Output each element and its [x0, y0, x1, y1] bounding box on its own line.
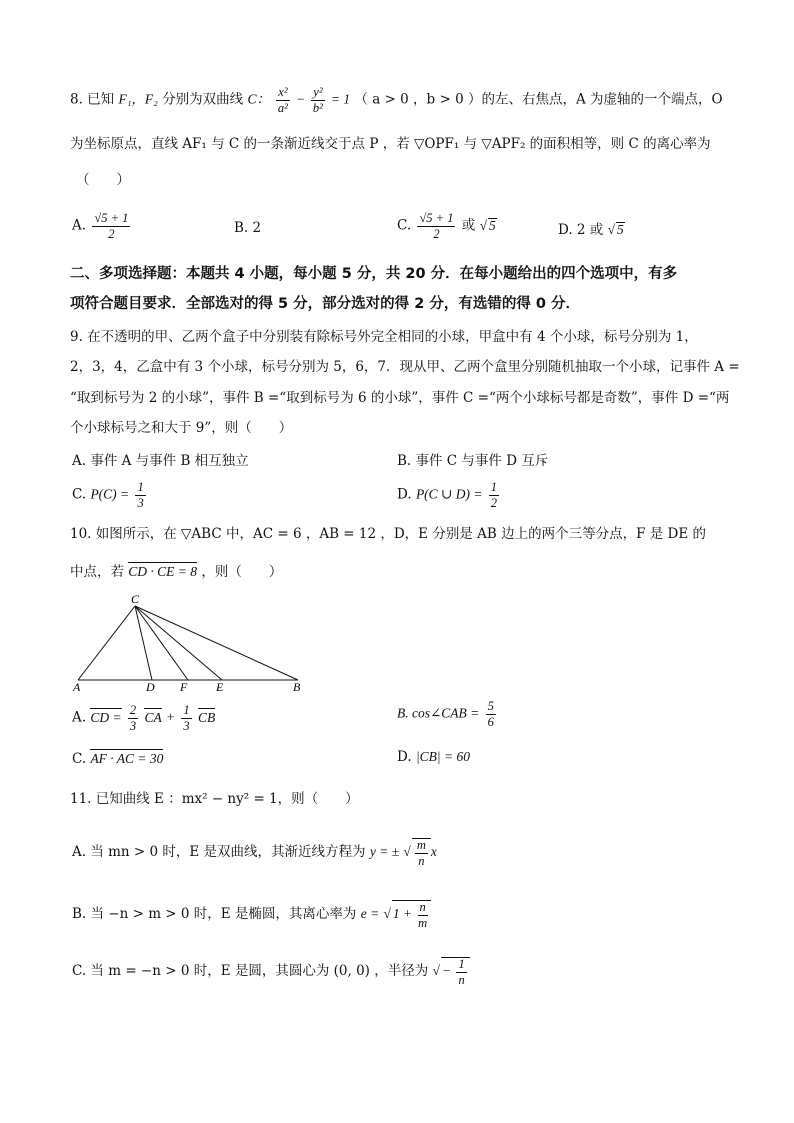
q9-line1: 9. 在不透明的甲、乙两个盒子中分别装有除标号外完全相同的小球，甲盒中有 4 个小球，标号分别为 1，	[70, 329, 698, 345]
q10-line2	[70, 565, 282, 580]
q9-option-d	[397, 481, 501, 509]
q10-d-label: D.	[397, 749, 412, 765]
q8-option-b: B. 2	[234, 220, 262, 236]
q8-option-d	[558, 222, 625, 238]
q8-c-sqrt: √ 5	[479, 217, 496, 233]
q11-b-text: B. 当 −n > m > 0 时，E 是椭圆，其离心率为	[72, 906, 357, 923]
q9-d-frac: $\frac{1}{2}$	[490, 480, 498, 510]
q11-c-sqrt: √ − $\frac{1}{n}$	[433, 963, 470, 978]
q8-frac-x: $\frac{\text{x²}}{\text{a²}}$	[277, 85, 288, 115]
q8-line2: 为坐标原点，直线 AF₁ 与 C 的一条渐近线交于点 P ，若 ▽OPF₁ 与 ▽APF₂ 的面积相等，则 C 的离心率为	[70, 136, 711, 152]
label-d: D	[146, 680, 155, 692]
q8-prefix: 8. 已知	[70, 91, 115, 108]
section2-heading-line2: 项符合题目要求．全部选对的得 5 分，部分选对的得 2 分，有选错的得 0 分．	[70, 296, 581, 312]
q10-a-plus: +	[166, 709, 176, 725]
q10-c-expr: AF · AC = 30	[90, 751, 164, 766]
q8-c-or: 或	[461, 217, 476, 234]
q8-line1	[70, 86, 723, 114]
q8-d-text: D. 2 或	[558, 222, 604, 238]
q10-line1: 10. 如图所示，在 ▽ABC 中，AC = 6 ，AB = 12 ，D，E 分别是 AB 边上的两个三等分点，F 是 DE 的	[70, 526, 707, 542]
q8-c-frac: $\frac{√5 + 1}{2}$	[419, 211, 454, 241]
q9-d-expr: P(C ∪ D) =	[415, 486, 483, 502]
q10-option-c	[72, 752, 163, 767]
label-c: C	[131, 592, 140, 606]
q8-a-label: A.	[72, 217, 87, 234]
q8-eq1: = 1	[330, 91, 351, 107]
q8-minus: −	[295, 91, 305, 107]
q9-c-expr: P(C) =	[90, 486, 130, 502]
q9-line3: “取到标号为 2 的小球”，事件 B =“取到标号为 6 的小球”，事件 C =“两个小球标号都是奇数”，事件 D =“两	[70, 390, 730, 406]
q9-c-frac: $\frac{1}{3}$	[137, 480, 144, 510]
q9-option-c	[72, 481, 148, 509]
q11-option-a	[72, 838, 437, 867]
q10-a-label: A.	[72, 709, 87, 726]
q11-a-expr: y = ±	[369, 844, 400, 860]
q9-c-label: C.	[72, 486, 87, 503]
q10-a-ca: CA	[144, 709, 162, 725]
q11-a-sqrt: √ $\frac{m}{n}$ x	[403, 838, 437, 868]
q10-b-frac: $\frac{5}{6}$	[487, 699, 494, 729]
q9-option-a: A. 事件 A 与事件 B 相互独立	[72, 453, 249, 469]
q10-a-cb: CB	[197, 709, 216, 725]
q8-frac-y: $\frac{\text{y²}}{\text{b²}}$	[312, 85, 323, 115]
label-f: F	[180, 680, 188, 692]
q8-a-frac: $\frac{√5 + 1}{2}$	[94, 211, 129, 241]
q11-option-b	[72, 900, 431, 929]
q10-a-frac2: $\frac{1}{3}$	[183, 703, 190, 733]
q9-option-b: B. 事件 C 与事件 D 互斥	[397, 453, 549, 469]
q10-c-label: C.	[72, 751, 87, 767]
q11-b-expr: e =	[360, 906, 380, 922]
q10-option-a	[72, 704, 215, 732]
section2-heading-line1: 二、多项选择题：本题共 4 小题，每小题 5 分，共 20 分．在每小题给出的四个选项中，有多	[70, 266, 678, 282]
q10-b-text: B. cos∠CAB =	[397, 705, 480, 721]
triangle-figure	[70, 592, 310, 692]
q8-c: C：	[247, 91, 270, 107]
q8-d-sqrt: √ 5	[607, 222, 624, 237]
q11-a-text: A. 当 mn > 0 时，E 是双曲线，其渐近线方程为	[72, 844, 366, 861]
segment-ca	[78, 606, 135, 680]
q8-mid: 分别为双曲线	[162, 91, 244, 108]
q10-option-d	[397, 750, 470, 765]
q8-c-label: C.	[397, 217, 412, 234]
q8-condition: （ a > 0 ，b > 0 ）的左、右焦点，A 为虚轴的一个端点，O	[354, 91, 723, 108]
q10-a-frac1: $\frac{2}{3}$	[129, 703, 137, 733]
segment-ce	[135, 606, 222, 680]
label-a: A	[73, 680, 81, 692]
q10-line2-expr: CD · CE = 8	[128, 564, 198, 579]
q11-c-text: C. 当 m = −n > 0 时，E 是圆，其圆心为 (0, 0) ，半径为	[72, 963, 429, 980]
q10-line2-prefix: 中点，若	[70, 564, 124, 580]
q9-line4: 个小球标号之和大于 9”，则（ ）	[70, 420, 293, 436]
q10-line2-suffix: ，则（ ）	[201, 564, 283, 580]
q8-option-a	[72, 212, 132, 240]
q8-line3: （ ）	[76, 172, 130, 188]
q9-line2: 2，3，4，乙盒中有 3 个小球，标号分别为 5，6，7．现从甲、乙两个盒里分别随机抽取一个小球，记事件 A =	[70, 359, 740, 375]
q8-option-c	[397, 212, 497, 240]
q9-d-label: D.	[397, 486, 412, 503]
q10-d-expr: |CB| = 60	[415, 749, 470, 764]
label-b: B	[293, 680, 301, 692]
q11-line1: 11. 已知曲线 E ：mx² − ny² = 1，则（ ）	[70, 791, 359, 807]
segment-cf	[135, 606, 188, 680]
label-e: E	[216, 680, 224, 692]
q10-option-b	[397, 700, 498, 728]
segment-cb	[135, 606, 298, 680]
q11-b-sqrt: √ 1 + $\frac{n}{m}$	[384, 906, 431, 921]
q8-f1: F₁，F₂	[118, 91, 158, 107]
q10-a-expr: CD =	[90, 709, 122, 725]
q11-option-c	[72, 957, 470, 986]
